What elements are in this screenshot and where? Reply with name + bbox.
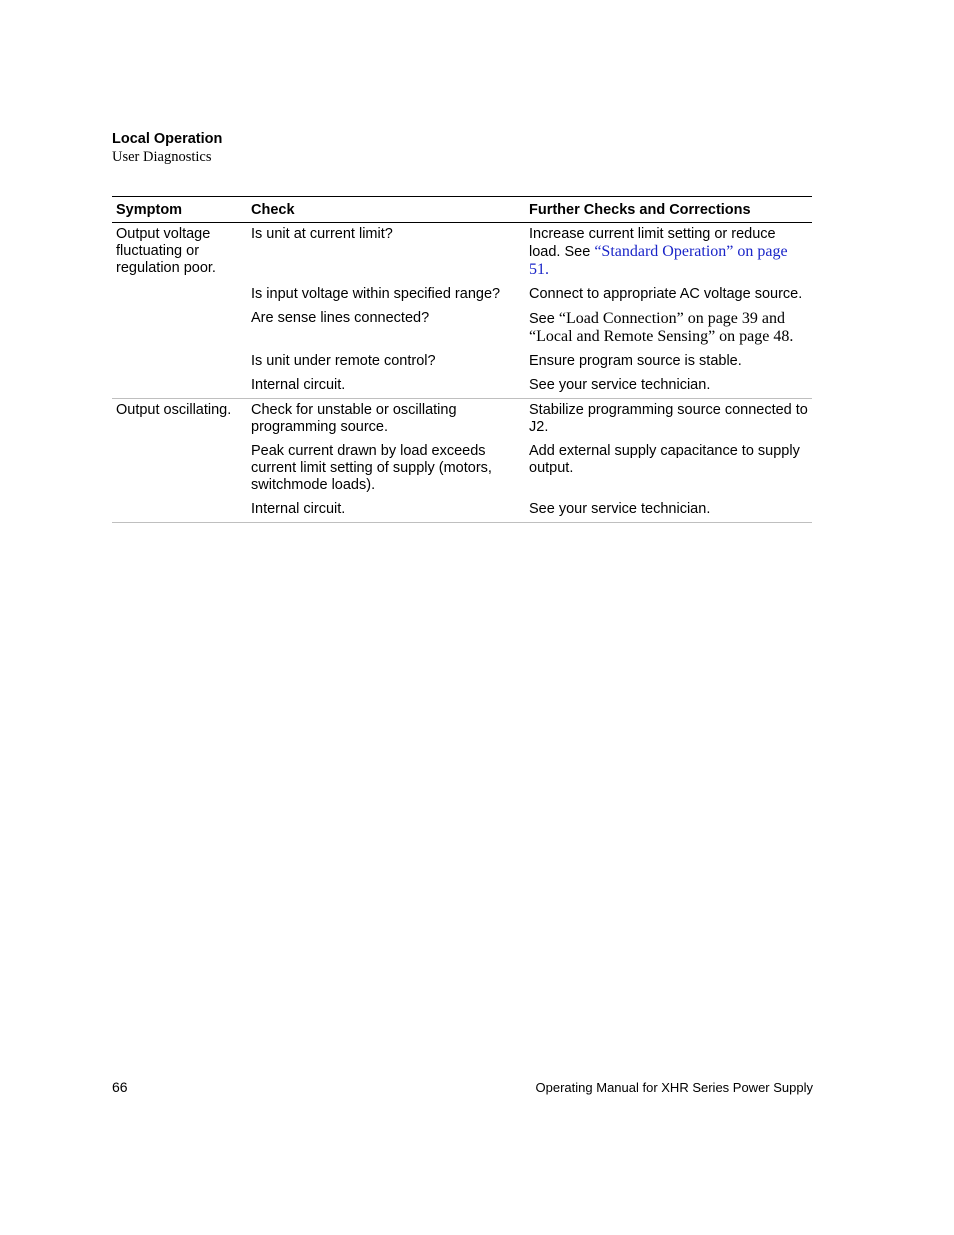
correction-cell: See your service technician. [529,377,711,393]
correction-cell: Stabilize programming source connected to J2. [529,402,808,435]
column-header-corrections: Further Checks and Corrections [529,201,751,218]
check-cell: Is input voltage within specified range? [251,286,501,302]
correction-cell [525,223,812,284]
cross-reference-text: “Load Connection” on page 39 and “Local and Remote Sensing” on page 48. [529,310,794,345]
symptom-group-oscillating [112,399,812,523]
section-subtitle: User Diagnostics [112,149,212,165]
correction-cell: Ensure program source is stable. [529,353,742,369]
check-cell: Internal circuit. [251,501,346,517]
table-row [112,223,812,284]
symptom-group-voltage [112,223,812,399]
symptom-cell: Output voltage fluctuating or regulation poor. [116,226,216,276]
diagnostics-table [112,196,812,523]
check-cell: Are sense lines connected? [251,310,430,326]
check-cell: Is unit at current limit? [251,226,393,242]
check-cell: Internal circuit. [251,377,346,393]
correction-text: See [529,311,559,327]
column-header-symptom: Symptom [116,201,183,218]
correction-text: Increase current limit setting or reduce load. See [529,226,776,260]
correction-cell [525,307,812,350]
table-row [112,399,812,441]
standard-operation-link[interactable]: “Standard Operation” on page 51 [529,243,788,278]
check-cell: Peak current drawn by load exceeds current limit setting of supply (motors, switchmode loads). [251,443,492,493]
symptom-cell: Output oscillating. [116,402,232,418]
page-number: 66 [112,1079,128,1095]
section-title: Local Operation [112,131,223,147]
column-header-check: Check [251,201,295,218]
table-header [112,197,812,223]
correction-cell: Connect to appropriate AC voltage source. [529,286,803,302]
check-cell: Check for unstable or oscillating programming source. [251,402,457,435]
correction-suffix: . [545,261,549,278]
page-header [112,131,222,167]
correction-cell: Add external supply capacitance to supply output. [529,443,800,476]
check-cell: Is unit under remote control? [251,353,436,369]
manual-title: Operating Manual for XHR Series Power Supply [535,1080,813,1095]
correction-cell: See your service technician. [529,501,711,517]
